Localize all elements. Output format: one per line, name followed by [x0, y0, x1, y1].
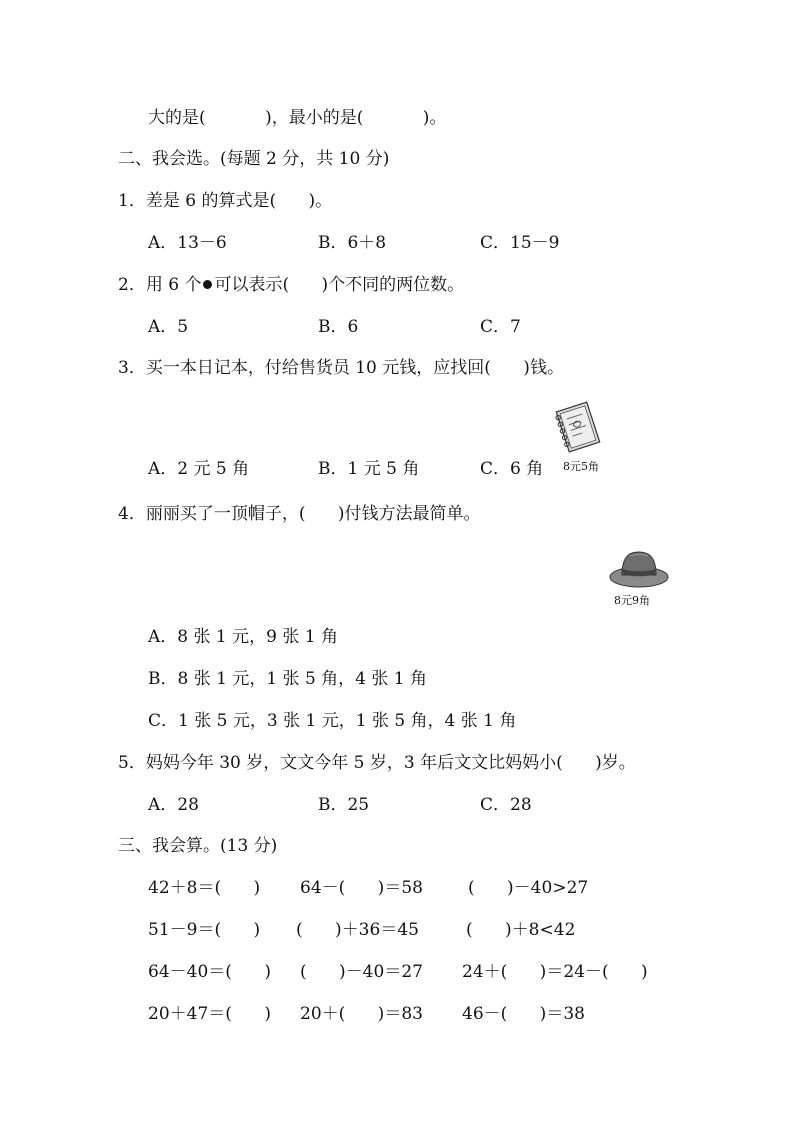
bead-icon	[203, 280, 212, 289]
q1-option-c: C．15－9	[480, 233, 560, 253]
calc-row-1-col-2: 64－( )＝58	[300, 878, 423, 898]
calc-row-3-col-3: 24＋( )＝24－( )	[462, 962, 648, 982]
q2-text-after: 可以表示( )个不同的两位数。	[214, 275, 465, 295]
q4-option-c: C．1 张 5 元，3 张 1 元，1 张 5 角，4 张 1 角	[148, 711, 517, 731]
q4-option-a: A．8 张 1 元，9 张 1 角	[148, 627, 338, 647]
question-4: 4．丽丽买了一顶帽子，( )付钱方法最简单。	[118, 504, 481, 524]
calc-row-4-col-2: 20＋( )＝83	[300, 1004, 423, 1024]
question-3: 3．买一本日记本，付给售货员 10 元钱，应找回( )钱。	[118, 358, 564, 378]
q5-option-a: A．28	[148, 795, 199, 815]
calc-row-4-col-3: 46－( )＝38	[462, 1004, 585, 1024]
hat-icon	[608, 546, 670, 590]
q2-option-c: C．7	[480, 317, 521, 337]
q1-option-a: A．13－6	[148, 233, 227, 253]
calc-row-4-col-1: 20＋47＝( )	[148, 1004, 271, 1024]
question-2	[118, 274, 464, 296]
q3-option-b: B．1 元 5 角	[318, 459, 420, 479]
section3-heading: 三、我会算。(13 分)	[118, 836, 278, 856]
calc-row-2-col-1: 51－9＝( )	[148, 920, 261, 940]
q2-option-a: A．5	[148, 317, 189, 337]
question-1: 1．差是 6 的算式是( )。	[118, 191, 333, 211]
calc-row-3-col-1: 64－40＝( )	[148, 962, 271, 982]
q4-option-b: B．8 张 1 元，1 张 5 角，4 张 1 角	[148, 669, 428, 689]
calc-row-1-col-3: ( )－40>27	[468, 878, 589, 898]
calc-row-2-col-2: ( )＋36＝45	[296, 920, 419, 940]
calc-row-1-col-1: 42＋8＝( )	[148, 878, 261, 898]
intro-line: 大的是( )，最小的是( )。	[148, 108, 447, 128]
hat-price-caption: 8元9角	[614, 594, 650, 607]
q3-option-c: C．6 角	[480, 459, 544, 479]
section2-heading: 二、我会选。(每题 2 分，共 10 分)	[118, 149, 390, 169]
q5-option-b: B．25	[318, 795, 370, 815]
question-5: 5．妈妈今年 30 岁，文文今年 5 岁，3 年后文文比妈妈小( )岁。	[118, 753, 636, 773]
calc-row-3-col-2: ( )－40＝27	[300, 962, 423, 982]
q2-text-before: 2．用 6 个	[118, 275, 202, 295]
q1-option-b: B．6＋8	[318, 233, 387, 253]
q3-option-a: A．2 元 5 角	[148, 459, 250, 479]
q2-option-b: B．6	[318, 317, 359, 337]
q5-option-c: C．28	[480, 795, 532, 815]
notebook-price-caption: 8元5角	[563, 460, 599, 473]
notebook-icon	[550, 400, 606, 454]
calc-row-2-col-3: ( )＋8<42	[466, 920, 576, 940]
